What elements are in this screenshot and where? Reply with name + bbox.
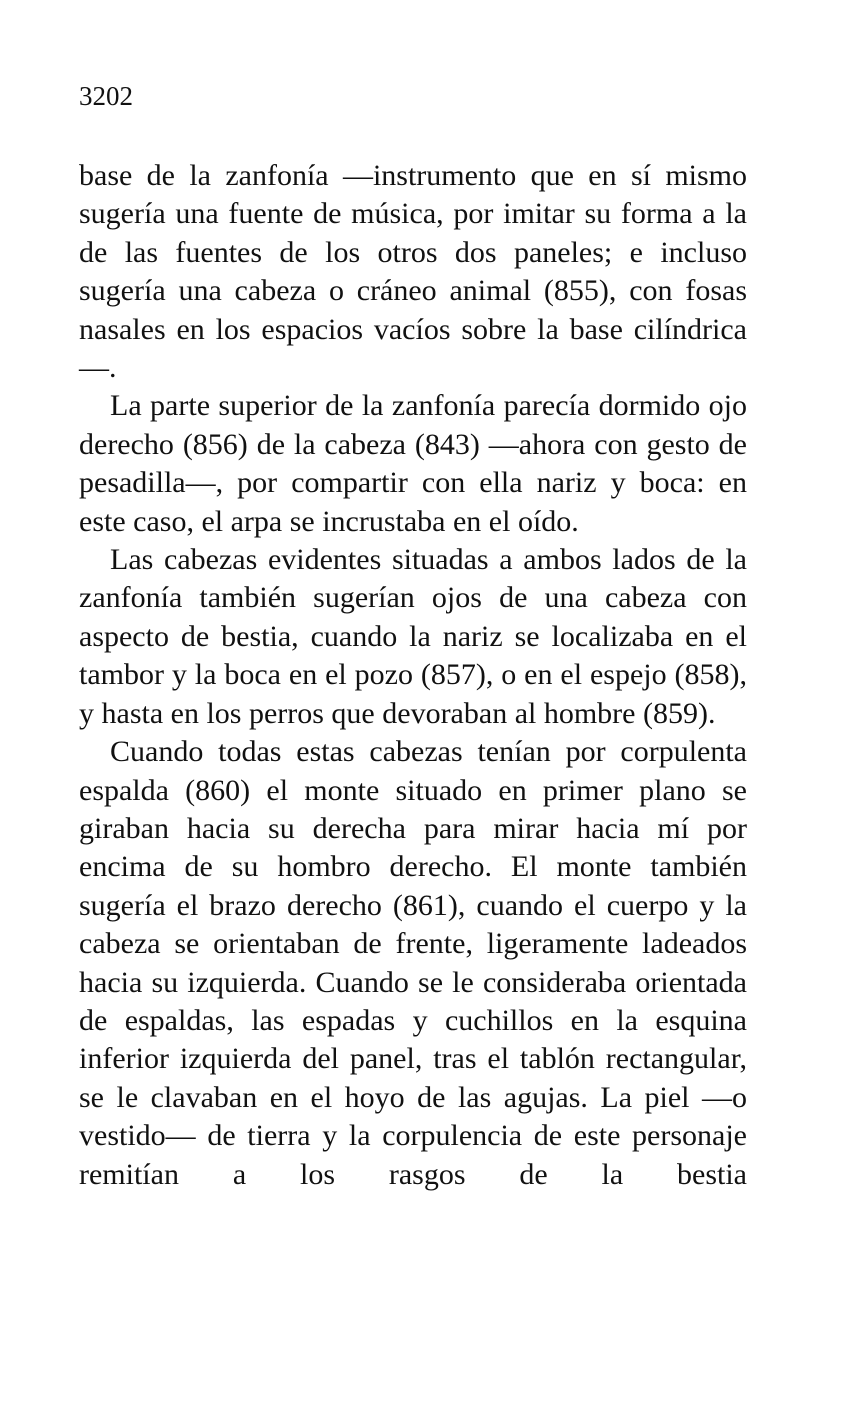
paragraph: Las cabezas evidentes situadas a ambos lados de la zanfonía también sugerían ojos de una cabeza con aspecto de bestia, cuando la nariz se localizaba en el tambor y la boca en el pozo (857), o en el espejo (858), y hasta en los perros que devoraban al hombre (859). xyxy=(79,543,747,730)
body-text xyxy=(79,157,747,1194)
paragraph-continued: base de la zanfonía —instrumento que en sí mismo sugería una fuente de música, por imitar su forma a la de las fuentes de los otros dos paneles; e incluso sugería una cabeza o cráneo animal (855), con fosas nasales en los espacios vacíos sobre la base cilíndrica—. xyxy=(79,159,747,385)
paragraph-continues: Cuando todas estas cabezas tenían por corpulenta espalda (860) el monte situado en primer plano se giraban hacia su derecha para mirar hacia mí por encima de su hombro derecho. El monte también sugería el brazo derecho (861), cuando el cuerpo y la cabeza se orientaban de frente, ligeramente ladeados hacia su izquierda. Cuando se le consideraba orientada de espaldas, las espadas y cuchillos en la esquina inferior izquierda del panel, tras el tablón rectangular, se le clavaban en el hoyo de las agujas. La piel —o vestido— de tierra y la corpulencia de este personaje remitían a los rasgos de la bestia xyxy=(79,735,747,1191)
page-number: 3202 xyxy=(79,81,133,111)
paragraph: La parte superior de la zanfonía parecía dormido ojo derecho (856) de la cabeza (843) —ahora con gesto de pesadilla—, por compartir con ella nariz y boca: en este caso, el arpa se incrustaba en el oído. xyxy=(79,389,747,538)
